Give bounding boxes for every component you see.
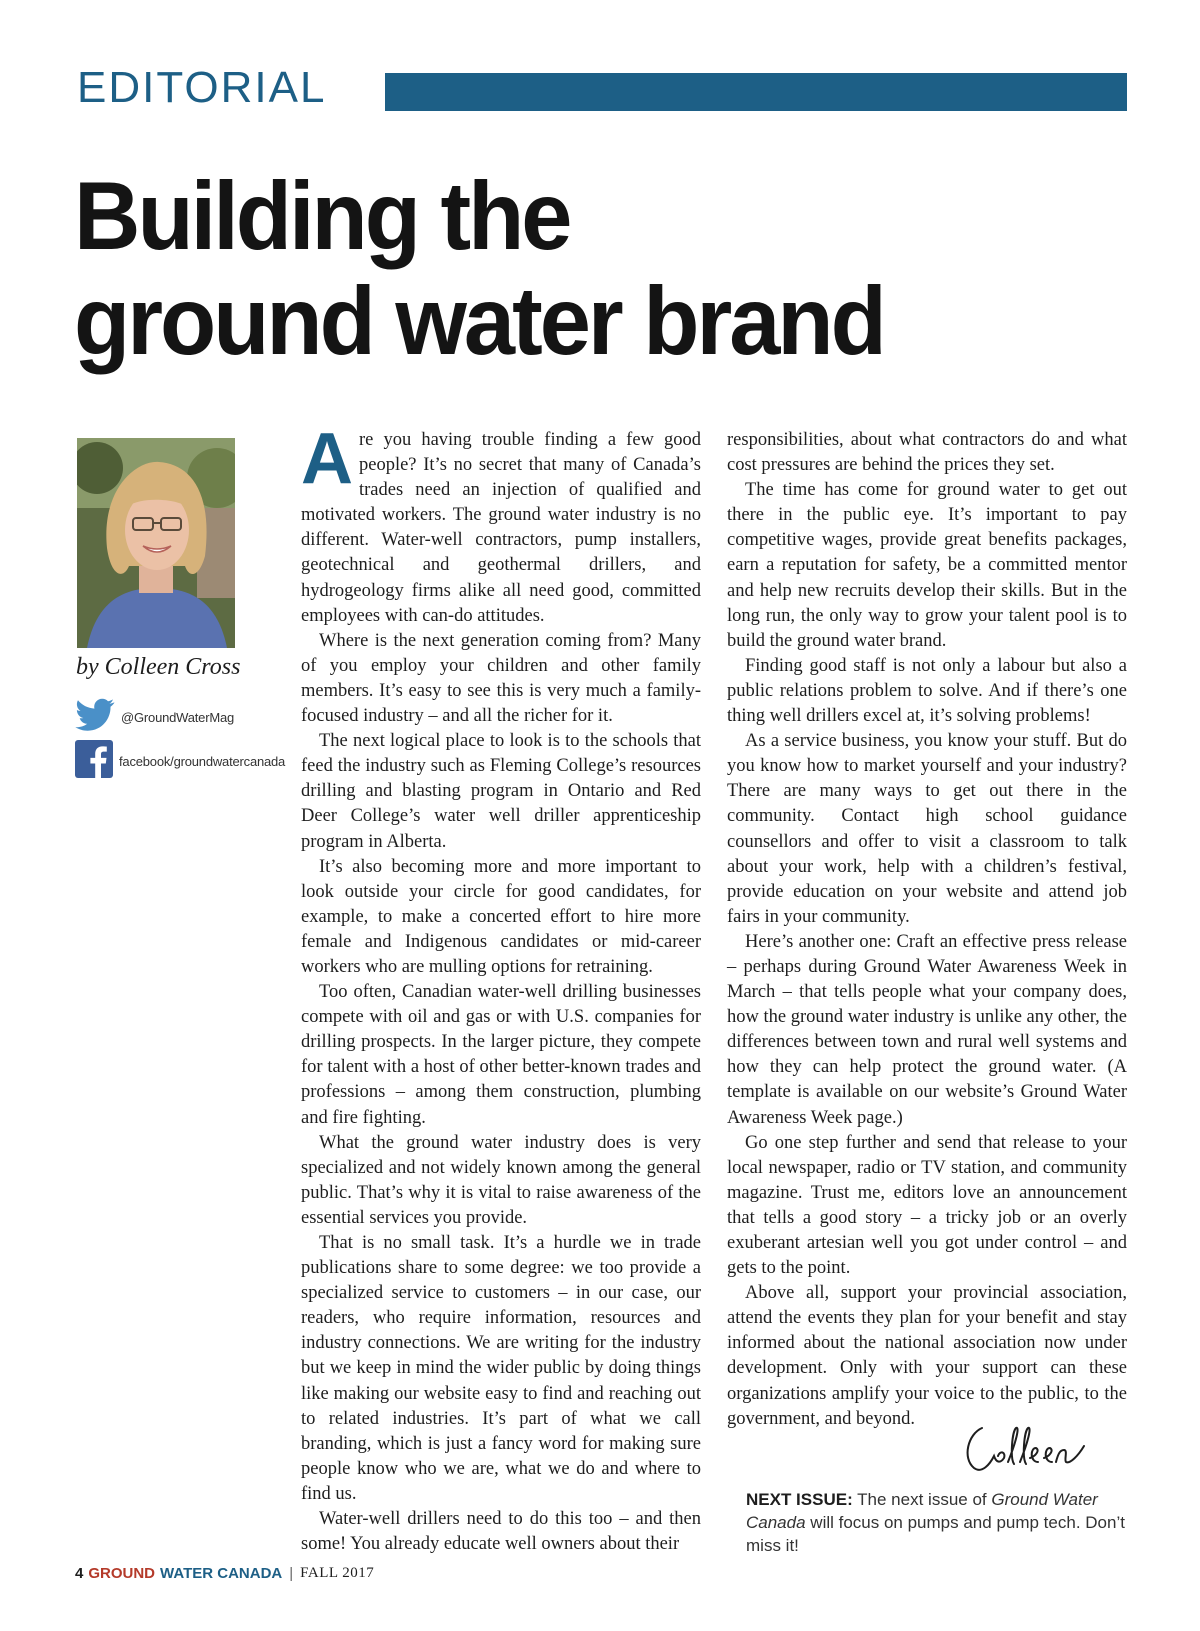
twitter-handle: @GroundWaterMag	[121, 710, 235, 725]
paragraph: Go one step further and send that release to your local newspaper, radio or TV station, and community magazine. Trust me, editors love an announcement that tells a good story – a tricky job or an overly exuberant artesian well you got under control – and gets to the point.	[727, 1132, 1127, 1279]
paragraph: The next logical place to look is to the schools that feed the industry such as Fleming College’s resources drilling and blasting program in Ontario and Red Deer College’s water well driller apprenticeship program in Alberta.	[301, 731, 701, 852]
headline-line-1: Building the	[74, 162, 570, 271]
drop-cap: A	[301, 419, 353, 499]
paragraph: Are you having trouble finding a few good people? It’s no secret that many of Canada’s trades need an injection of qualified and motivated workers. The ground water industry is no different. Water-well contractors, pump installers, geotechnical and geothermal drillers, and hydrogeology firms alike all need good, committed employees with can-do attitudes.	[301, 419, 701, 626]
paragraph: Water-well drillers need to do this too – and then some! You already educate well owners about their	[301, 1509, 701, 1555]
magazine-title-rest: WATER CANADA	[160, 1565, 283, 1582]
magazine-title-ground: GROUND	[88, 1565, 156, 1582]
paragraph: Too often, Canadian water-well drilling businesses compete with oil and gas or with U.S. companies for drilling prospects. In the larger picture, they compete for talent with a host of other better-known trades and professions – among them construction, plumbing and fire fighting.	[301, 982, 701, 1128]
paragraph: Above all, support your provincial association, attend the events they plan for your benefit and stay informed about the national association now under development. Only with your support can these organizations amplify your voice to the public, to the government, and beyond.	[727, 1283, 1127, 1429]
paragraph: That is no small task. It’s a hurdle we in trade publications share to some degree: we too provide a specialized service to customers – in our case, our readers, who require information, resources and industry connections. We are writing for the industry but we keep in mind the wider public by doing things like making our website easy to find and reaching out to related industries. It’s part of what we call branding, which is just a fancy word for making sure people know who we are, what we do and where to find us.	[301, 1233, 701, 1504]
page-number: 4	[75, 1565, 84, 1582]
section-header-bar	[385, 73, 1127, 111]
twitter-bird-icon	[75, 698, 115, 737]
facebook-f-icon	[75, 740, 113, 783]
headline-line-2: ground water brand	[74, 267, 884, 376]
facebook-handle-row[interactable]	[75, 740, 285, 783]
footer-separator: |	[289, 1565, 294, 1582]
author-photo	[77, 438, 235, 648]
twitter-handle-row[interactable]	[75, 698, 234, 737]
next-issue-label: NEXT ISSUE:	[746, 1490, 853, 1509]
paragraph: responsibilities, about what contractors do and what cost pressures are behind the prices they set.	[727, 430, 1127, 476]
facebook-handle: facebook/groundwatercanada	[119, 754, 286, 769]
article-column-1	[301, 419, 701, 1557]
paragraph: It’s also becoming more and more important to look outside your circle for good candidates, for example, to make a concerted effort to hire more female and Indigenous candidates or mid-career workers who are mulling options for retraining.	[301, 856, 701, 977]
paragraph: As a service business, you know your stuff. But do you know how to market yourself and your industry? There are many ways to get out there in the community. Contact high school guidance counsellors and offer to visit a classroom to talk about your work, help with a children’s festival, provide education on your website and attend job fairs in your community.	[727, 731, 1127, 927]
article-column-2	[727, 428, 1127, 1432]
issue-date: FALL 2017	[300, 1565, 375, 1581]
paragraph: Finding good staff is not only a labour but also a public relations problem to solve. And if there’s one thing well drillers excel at, it’s solving problems!	[727, 655, 1127, 727]
author-signature	[960, 1418, 1090, 1478]
article-headline	[74, 164, 1154, 374]
paragraph: Here’s another one: Craft an effective press release – perhaps during Ground Water Awareness Week in March – that tells people what your company does, how the ground water industry is unlike any other, the differences between town and rural well systems and how they can help protect the ground water. (A template is available on our website’s Ground Water Awareness Week page.)	[727, 931, 1128, 1128]
author-byline: by Colleen Cross	[76, 654, 241, 680]
paragraph: What the ground water industry does is very specialized and not widely known among the general public. That’s why it is vital to raise awareness of the essential services you provide.	[301, 1132, 701, 1228]
paragraph: The time has come for ground water to get out there in the public eye. It’s important to pay competitive wages, provide great benefits packages, earn a reputation for safety, be a committed mentor and help new recruits develop their skills. But in the long run, the only way to grow your talent pool is to build the ground water brand.	[727, 480, 1127, 651]
paragraph: Where is the next generation coming from? Many of you employ your children and other family members. It’s easy to see this is very much a family-focused industry – and all the richer for it.	[301, 630, 701, 727]
section-label: EDITORIAL	[77, 63, 327, 112]
page-footer	[75, 1565, 374, 1582]
magazine-name: Ground Water Canada	[746, 1490, 1098, 1532]
next-issue-note: NEXT ISSUE: The next issue of Ground Water Canada will focus on pumps and pump tech. Don’t miss it!	[746, 1490, 1125, 1555]
